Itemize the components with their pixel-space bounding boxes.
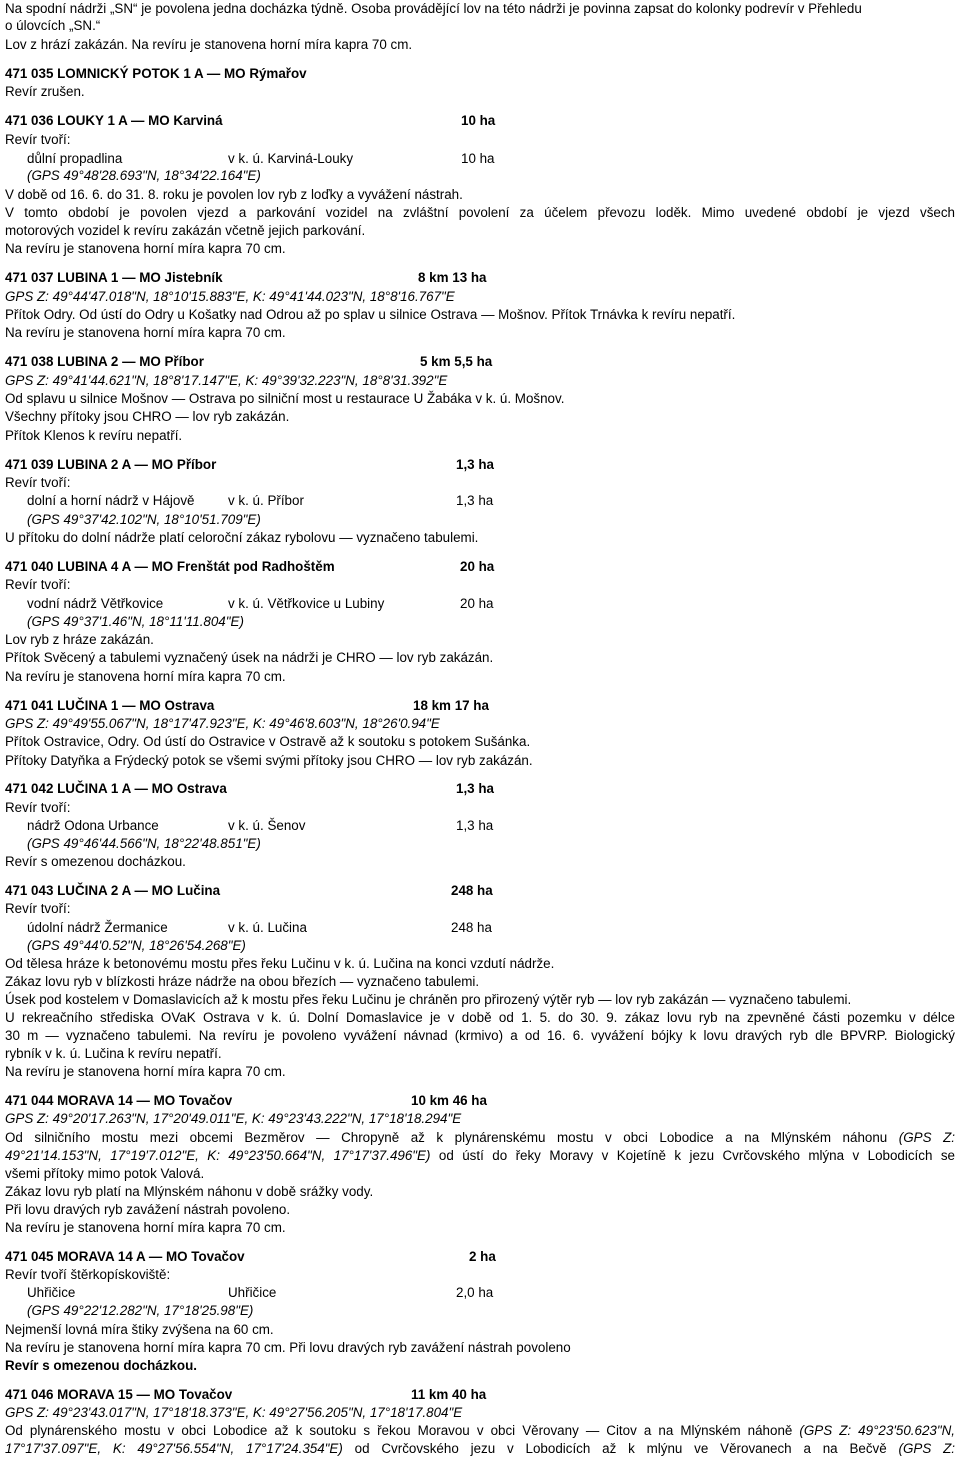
text-line: Na revíru je stanovena horní míra kapra 70 cm. <box>5 1220 286 1235</box>
text-line: V době od 16. 6. do 31. 8. roku je povolen lov ryb z loďky a vyvážení nástrah. <box>5 187 463 202</box>
text-line: Na revíru je stanovena horní míra kapra 70 cm. <box>5 1064 286 1079</box>
gps-coordinates: (GPS Z: <box>898 1130 955 1145</box>
text-line: Na revíru je stanovena horní míra kapra 70 cm. <box>5 669 286 684</box>
gps-coordinates: (GPS 49°46'44.566"N, 18°22'48.851"E) <box>27 836 261 851</box>
gps-coordinates: (GPS 49°44'0.52"N, 18°26'54.268"E) <box>27 938 246 953</box>
text-line: Od tělesa hráze k betonovému mostu přes řeku Lučinu v k. ú. Lučina na konci vzdutí nádrže. <box>5 956 555 971</box>
length-area-value: 10 km 46 ha <box>411 1093 487 1108</box>
text-line: Na revíru je stanovena horní míra kapra 70 cm. <box>5 325 286 340</box>
text-line <box>5 1422 955 1440</box>
cadastral-area: v k. ú. Karviná-Louky <box>228 151 354 166</box>
text-run: Od silničního mostu mezi obcemi Bezměrov — Chropyně až k plynárenskému mostu v obci Lobodice a na Mlýnském náhonu <box>5 1130 888 1145</box>
water-name: dolní a horní nádrž v Hájově <box>27 493 195 508</box>
text-line: všemi přítoky mimo potok Valová. <box>5 1166 205 1181</box>
text-line <box>5 1129 955 1147</box>
area-value: 2 ha <box>469 1249 496 1264</box>
text-line: Zákaz lovu ryb platí na Mlýnském náhonu v době srážky vody. <box>5 1184 374 1199</box>
cadastral-area: v k. ú. Příbor <box>228 493 304 508</box>
section-title-471035: 471 035 LOMNICKÝ POTOK 1 A — MO Rýmařov <box>5 66 307 81</box>
area-value: 2,0 ha <box>456 1285 494 1300</box>
text-line: Přítok Klenos k revíru nepatří. <box>5 428 183 443</box>
text-line: Revír s omezenou docházkou. <box>5 854 186 869</box>
text-line: Přítok Odry. Od ústí do Odry u Košatky nad Odrou až po splav u silnice Ostrava — Mošnov. Přítok Trnávka k revíru nepatří. <box>5 307 736 322</box>
cadastral-area: v k. ú. Větřkovice u Lubiny <box>228 596 385 611</box>
text-line: Nejmenší lovná míra štiky zvýšena na 60 cm. <box>5 1322 274 1337</box>
gps-coordinates: (GPS Z: <box>898 1441 956 1456</box>
section-title-471043: 471 043 LUČINA 2 A — MO Lučina <box>5 883 221 898</box>
text-line: Na revíru je stanovena horní míra kapra 70 cm. <box>5 241 286 256</box>
section-title-471040: 471 040 LUBINA 4 A — MO Frenštát pod Radhoštěm <box>5 559 335 574</box>
section-title-471038: 471 038 LUBINA 2 — MO Příbor <box>5 354 204 369</box>
text-line: Přítok Ostravice, Odry. Od ústí do Ostravice v Ostravě až k soutoku s potokem Sušánka. <box>5 734 531 749</box>
text-line: Lov z hrází zakázán. Na revíru je stanovena horní míra kapra 70 cm. <box>5 37 413 52</box>
text-line: Na revíru je stanovena horní míra kapra 70 cm. Při lovu dravých ryb zavážení nástrah povoleno <box>5 1340 571 1355</box>
text-line: Na spodní nádrži „SN“ je povolena jedna docházka týdně. Osoba provádějící lov na této nádrži je povinna zapsat do kolonky podrevír v Přehledu <box>5 1 862 16</box>
area-value: 1,3 ha <box>456 781 494 796</box>
text-line: Přítoky Datyňka a Frýdecký potok se všemi svými přítoky jsou CHRO — lov ryb zakázán. <box>5 753 533 768</box>
section-title-471046: 471 046 MORAVA 15 — MO Tovačov <box>5 1387 233 1402</box>
text-line: Úsek pod kostelem v Domaslavicích až k mostu přes řeku Lučinu je chráněn pro přirozený výtěr ryb — lov ryb zakázán — vyznačeno tabulemi. <box>5 992 852 1007</box>
text-line: U rekreačního střediska OVaK Ostrava v k. ú. Dolní Domaslavice je v době od 1. 5. do 30. 9. zákaz lovu ryb na zpevněné části pozemku v délce <box>5 1010 955 1025</box>
cadastral-area: v k. ú. Lučina <box>228 920 307 935</box>
section-title-471039: 471 039 LUBINA 2 A — MO Příbor <box>5 457 217 472</box>
section-title-471041: 471 041 LUČINA 1 — MO Ostrava <box>5 698 215 713</box>
text-line: Revír tvoří: <box>5 577 71 592</box>
area-value: 10 ha <box>461 113 496 128</box>
text-line: Revír s omezenou docházkou. <box>5 1358 197 1373</box>
gps-coordinates: 49°21'14.153"N, 17°19'7.012"E, K: 49°23'50.664"N, 17°17'37.496"E) <box>5 1148 431 1163</box>
text-line: Revír tvoří: <box>5 132 71 147</box>
section-title-471036: 471 036 LOUKY 1 A — MO Karviná <box>5 113 223 128</box>
section-title-471044: 471 044 MORAVA 14 — MO Tovačov <box>5 1093 233 1108</box>
section-title-471037: 471 037 LUBINA 1 — MO Jistebník <box>5 270 223 285</box>
section-title-471045: 471 045 MORAVA 14 A — MO Tovačov <box>5 1249 245 1264</box>
text-line: V tomto období je povolen vjezd a parkování vozidel na zvláštní povolení za účelem převozu loděk. Mimo uvedené období je vjezd všech <box>5 205 955 220</box>
length-area-value: 11 km 40 ha <box>411 1387 487 1402</box>
gps-coordinates: (GPS 49°22'12.282"N, 17°18'25.98"E) <box>27 1303 254 1318</box>
text-line <box>5 1440 955 1458</box>
gps-coordinates: GPS Z: 49°23'43.017"N, 17°18'18.373"E, K: 49°27'56.205"N, 17°18'17.804"E <box>5 1405 463 1420</box>
gps-coordinates: GPS Z: 49°44'47.018"N, 18°10'15.883"E, K: 49°41'44.023"N, 18°8'16.767"E <box>5 289 455 304</box>
text-line: Od splavu u silnice Mošnov — Ostrava po silniční most u restaurace U Žabáka v k. ú. Mošnov. <box>5 391 565 406</box>
area-value: 10 ha <box>461 151 495 166</box>
text-line: 30 m — vyznačeno tabulemi. Na revíru je povoleno vyvážení návnad (krmivo) a od 16. 6. vyvážení bójky k lovu dravých ryb dle BPVRP. Biologický <box>5 1028 955 1043</box>
text-line <box>5 1147 955 1165</box>
area-value: 248 ha <box>451 920 492 935</box>
water-name: Uhřičice <box>27 1285 76 1300</box>
text-line: Přítok Svěcený a tabulemi vyznačený úsek na nádrži je CHRO — lov ryb zakázán. <box>5 650 494 665</box>
length-area-value: 5 km 5,5 ha <box>420 354 493 369</box>
text-line: o úlovcích „SN.“ <box>5 18 101 33</box>
area-value: 1,3 ha <box>456 493 494 508</box>
text-line: Revír tvoří: <box>5 901 71 916</box>
text-line: motorových vozidel k revíru zakázán včetně jejich parkování. <box>5 223 366 238</box>
cadastral-area: v k. ú. Šenov <box>228 818 306 833</box>
gps-coordinates: GPS Z: 49°49'55.067"N, 18°17'47.923"E, K: 49°46'8.603"N, 18°26'0.94"E <box>5 716 440 731</box>
text-line: Všechny přítoky jsou CHRO — lov ryb zakázán. <box>5 409 290 424</box>
gps-coordinates: GPS Z: 49°20'17.263"N, 17°20'49.011"E, K: 49°23'43.222"N, 17°18'18.294"E <box>5 1111 462 1126</box>
area-value: 1,3 ha <box>456 457 494 472</box>
gps-coordinates: 17°17'37.097"E, K: 49°27'56.554"N, 17°17'24.354"E) <box>5 1441 343 1456</box>
gps-coordinates: (GPS 49°37'42.102"N, 18°10'51.709"E) <box>27 512 261 527</box>
section-title-471042: 471 042 LUČINA 1 A — MO Ostrava <box>5 781 227 796</box>
length-area-value: 18 km 17 ha <box>413 698 489 713</box>
text-run: od ústí do řeky Moravy v Kojetíně k jezu Cvrčovského mlýna v Lobodicích se <box>438 1148 955 1163</box>
text-line: Při lovu dravých ryb zavážení nástrah povoleno. <box>5 1202 291 1217</box>
text-line: Revír zrušen. <box>5 84 85 99</box>
text-line: Revír tvoří: <box>5 800 71 815</box>
text-line: Revír tvoří: <box>5 475 71 490</box>
gps-coordinates: (GPS 49°37'1.46"N, 18°11'11.804"E) <box>27 614 244 629</box>
text-line: Revír tvoří štěrkopískoviště: <box>5 1267 171 1282</box>
text-run: Od plynárenského mostu v obci Lobodice až k soutoku s řekou Moravou v obci Věrovany — Citov a na Mlýnském náhoně <box>5 1423 793 1438</box>
text-line: rybník v k. ú. Lučina k revíru nepatří. <box>5 1046 222 1061</box>
water-name: údolní nádrž Žermanice <box>27 920 168 935</box>
cadastral-area: Uhřičice <box>228 1285 277 1300</box>
water-name: důlní propadlina <box>27 151 123 166</box>
water-name: nádrž Odona Urbance <box>27 818 159 833</box>
area-value: 248 ha <box>451 883 493 898</box>
area-value: 20 ha <box>460 596 494 611</box>
text-run: od Cvrčovského jezu v Lobodicích až k mlýnu ve Věrovanech a na Bečvě <box>354 1441 887 1456</box>
water-name: vodní nádrž Větřkovice <box>27 596 164 611</box>
gps-coordinates: (GPS Z: 49°23'50.623"N, <box>799 1423 955 1438</box>
area-value: 20 ha <box>460 559 495 574</box>
length-area-value: 8 km 13 ha <box>418 270 487 285</box>
text-line: U přítoku do dolní nádrže platí celoroční zákaz rybolovu — vyznačeno tabulemi. <box>5 530 479 545</box>
gps-coordinates: (GPS 49°48'28.693"N, 18°34'22.164"E) <box>27 168 261 183</box>
text-line: Lov ryb z hráze zakázán. <box>5 632 154 647</box>
area-value: 1,3 ha <box>456 818 494 833</box>
text-line: Zákaz lovu ryb v blízkosti hráze nádrže na obou březích — vyznačeno tabulemi. <box>5 974 480 989</box>
gps-coordinates: GPS Z: 49°41'44.621"N, 18°8'17.147"E, K: 49°39'32.223"N, 18°8'31.392"E <box>5 373 448 388</box>
